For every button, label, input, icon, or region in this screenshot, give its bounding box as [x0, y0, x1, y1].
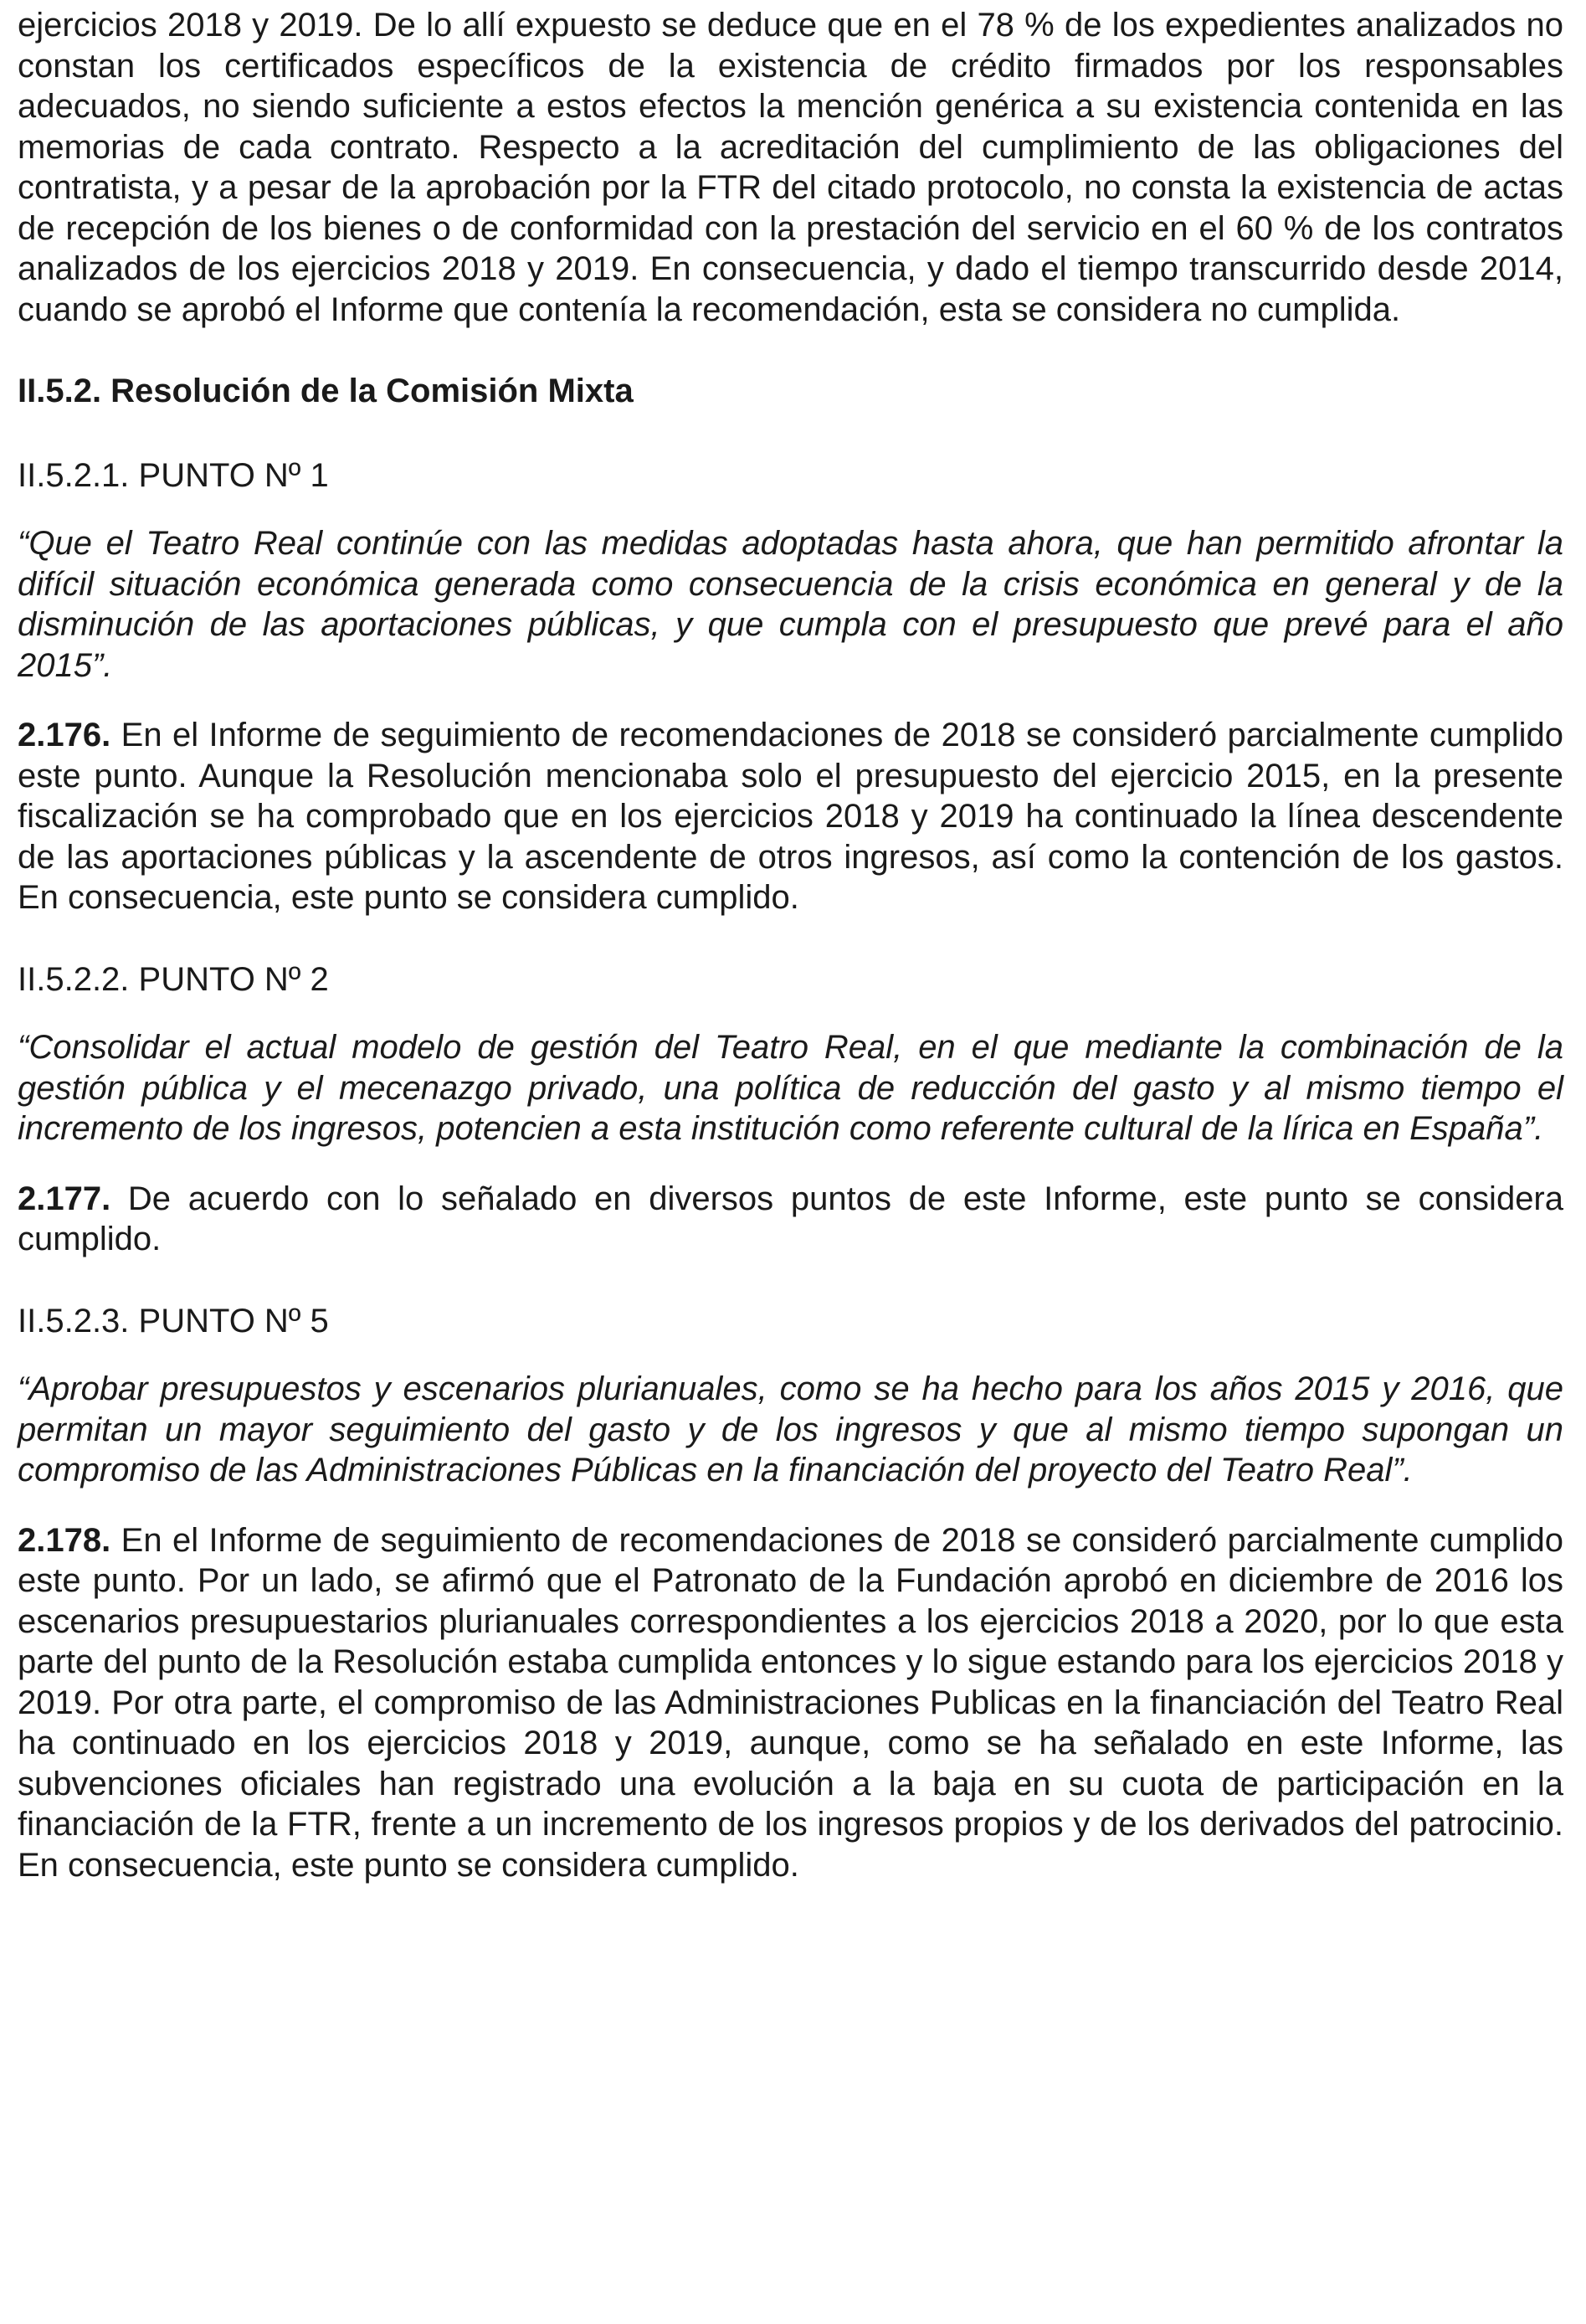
paragraph-body: De acuerdo con lo señalado en diversos puntos de este Informe, este punto se considera cumplido. — [18, 1180, 1563, 1257]
paragraph-number: 2.177. — [18, 1180, 111, 1217]
paragraph-body: En el Informe de seguimiento de recomendaciones de 2018 se consideró parcialmente cumplido este punto. Por un lado, se afirmó que el Patronato de la Fundación aprobó en diciembre de 2016 los escenarios presupuestarios plurianuales correspondientes a los ejercicios 2018 a 2020, por lo que esta parte del punto de la Resolución estaba cumplida entonces y lo sigue estando para los ejercicios 2018 y 2019. Por otra parte, el compromiso de las Administraciones Publicas en la financiación del Teatro Real ha continuado en los ejercicios 2018 y 2019, aunque, como se ha señalado en este Informe, las subvenciones oficiales han registrado una evolución a la baja en su cuota de participación en la financiación de la FTR, frente a un incremento de los ingresos propios y de los derivados del patrocinio. En consecuencia, este punto se considera cumplido. — [18, 1521, 1563, 1884]
paragraph-2-178 — [18, 1520, 1563, 1886]
point-5-heading: II.5.2.3. PUNTO Nº 5 — [18, 1302, 329, 1339]
section-heading: II.5.2. Resolución de la Comisión Mixta — [18, 373, 634, 409]
point-2-heading: II.5.2.2. PUNTO Nº 2 — [18, 960, 329, 998]
paragraph-number: 2.178. — [18, 1521, 111, 1559]
paragraph-2-177 — [18, 1179, 1563, 1260]
paragraph-body: En el Informe de seguimiento de recomendaciones de 2018 se consideró parcialmente cumplido este punto. Aunque la Resolución mencionaba solo el presupuesto del ejercicio 2015, en la presente fiscalización se ha comprobado que en los ejercicios 2018 y 2019 ha continuado la línea descendente de las aportaciones públicas y la ascendente de otros ingresos, así como la contención de los gastos. En consecuencia, este punto se considera cumplido. — [18, 717, 1563, 916]
paragraph-2-176 — [18, 715, 1563, 918]
point-5-quote: “Aprobar presupuestos y escenarios plurianuales, como se ha hecho para los años 2015 y 2016, que permitan un mayor seguimiento del gasto y de los ingresos y que al mismo tiempo supongan un compromiso de las Administraciones Públicas en la financiación del proyecto del Teatro Real”. — [18, 1370, 1563, 1488]
point-2-quote: “Consolidar el actual modelo de gestión del Teatro Real, en el que mediante la combinación de la gestión pública y el mecenazgo privado, una política de reducción del gasto y al mismo tiempo el incremento de los ingresos, potencien a esta institución como referente cultural de la lírica en España”. — [18, 1029, 1563, 1147]
point-1-quote: “Que el Teatro Real continúe con las medidas adoptadas hasta ahora, que han permitido afrontar la difícil situación económica generada como consecuencia de la crisis económica en general y de la disminución de las aportaciones públicas, y que cumpla con el presupuesto que prevé para el año 2015”. — [18, 525, 1563, 684]
document-page — [18, 5, 1563, 1885]
paragraph-number: 2.176. — [18, 717, 111, 753]
point-1-heading: II.5.2.1. PUNTO Nº 1 — [18, 456, 329, 494]
intro-paragraph: ejercicios 2018 y 2019. De lo allí expuesto se deduce que en el 78 % de los expedientes analizados no constan los certificados específicos de la existencia de crédito firmados por los responsables adecuados, no siendo suficiente a estos efectos la mención genérica a su existencia contenida en las memorias de cada contrato. Respecto a la acreditación del cumplimiento de las obligaciones del contratista, y a pesar de la aprobación por la FTR del citado protocolo, no consta la existencia de actas de recepción de los bienes o de conformidad con la prestación del servicio en el 60 % de los contratos analizados de los ejercicios 2018 y 2019. En consecuencia, y dado el tiempo transcurrido desde 2014, cuando se aprobó el Informe que contenía la recomendación, esta se considera no cumplida. — [18, 7, 1563, 328]
